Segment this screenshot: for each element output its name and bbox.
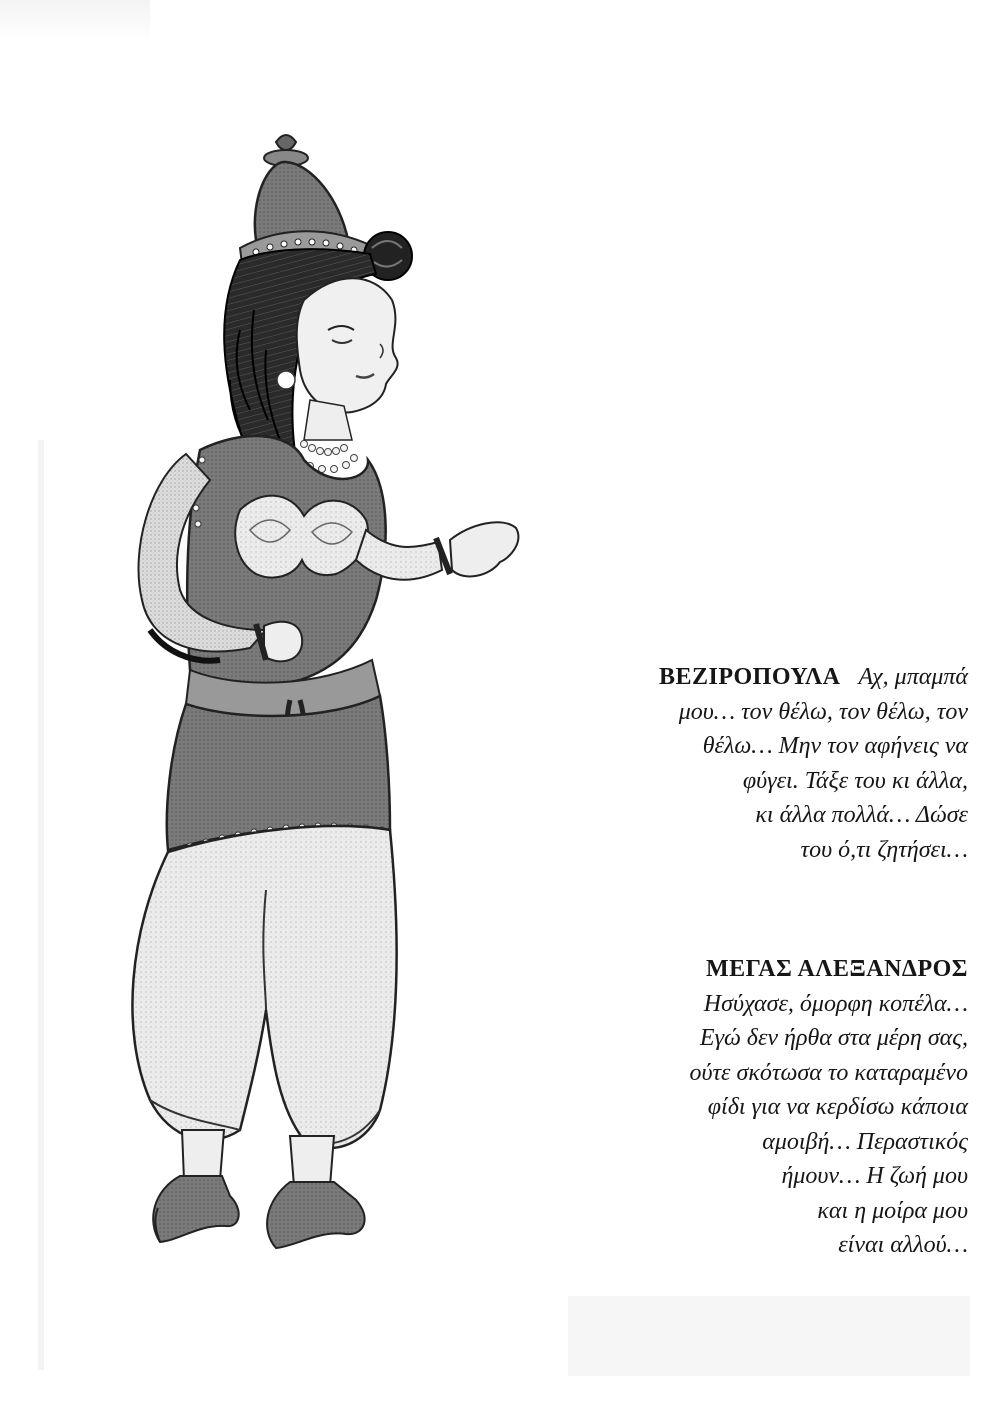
speech-text: Αχ, μπαμπά [858,664,968,690]
face [297,278,398,412]
speech-line: είναι αλλού… [838,1232,968,1258]
dialogue-first-line [548,660,968,695]
speech-line: φίδι για να κερδίσω κάποια [707,1094,968,1120]
dialogue-first-line [548,952,968,987]
flower-earring-icon [277,371,295,389]
scan-shadow-left [38,440,44,1370]
speech-line: και η μοίρα μου [817,1197,968,1224]
left-slipper [153,1176,239,1242]
speaker-name: ΜΕΓΑΣ ΑΛΕΞΑΝΔΡΟΣ [706,956,968,982]
speech-line: Ησύχασε, όμορφη κοπέλα… [703,990,968,1017]
speech-line: του ό,τι ζητήσει… [800,836,968,863]
dialogue-block [548,952,968,1263]
speaker-name: ΒΕΖΙΡΟΠΟΥΛΑ [658,664,841,690]
right-slipper [267,1182,365,1248]
dialogue-block [548,660,968,867]
scan-shadow-top [0,0,150,40]
speech-line: θέλω… Μην τον αφήνεις να [702,733,968,759]
front-hand [264,622,302,662]
extended-hand [450,522,518,576]
speech-line: ήμουν… Η ζωή μου [781,1163,968,1189]
speech-line: κι άλλα πολλά… Δώσε [755,802,968,828]
speech-line: ούτε σκότωσα το καταραμένο [689,1059,968,1086]
fez-hat [255,162,348,240]
speech-line: φύγει. Τάξε του κι άλλα, [742,767,968,794]
speech-line: αμοιβή… Περαστικός [762,1128,968,1155]
speech-line: Εγώ δεν ήρθα στα μέρη σας, [699,1025,968,1051]
character-illustration [90,130,540,1280]
speech-line: μου… τον θέλω, τον θέλω, τον [678,698,968,725]
scan-shadow-bottom [568,1296,970,1376]
